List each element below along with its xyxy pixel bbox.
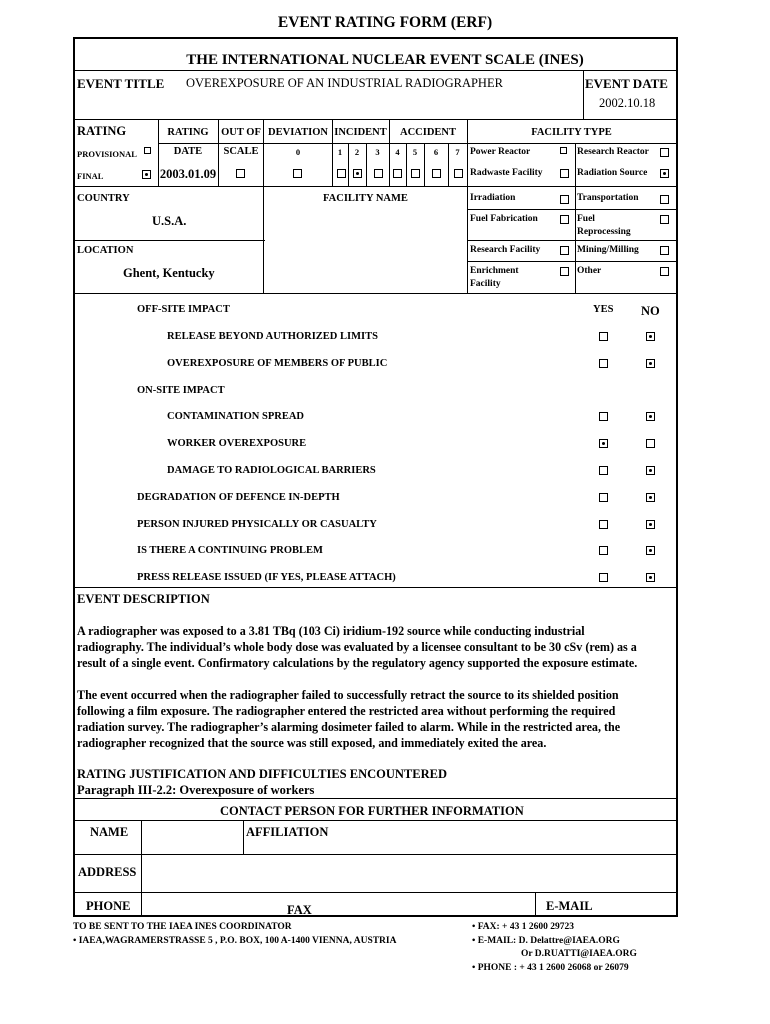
facility-research-facility: Research Facility bbox=[470, 245, 541, 255]
divider bbox=[243, 820, 244, 854]
impact-public-overexposure-yes[interactable] bbox=[599, 359, 608, 368]
deviation-header: DEVIATION bbox=[268, 127, 328, 138]
email-label: E-MAIL bbox=[546, 899, 593, 913]
event-date-value: 2002.10.18 bbox=[599, 96, 656, 110]
final-label: FINAL bbox=[77, 171, 104, 181]
facility-fuel-fabrication-checkbox[interactable] bbox=[560, 215, 569, 224]
impact-press-release: PRESS RELEASE ISSUED (IF YES, PLEASE ATTACH) bbox=[137, 572, 396, 583]
event-title-value: OVEREXPOSURE OF AN INDUSTRIAL RADIOGRAPHER bbox=[186, 76, 503, 90]
facility-fuel-fabrication: Fuel Fabrication bbox=[470, 214, 538, 224]
impact-press-release-yes[interactable] bbox=[599, 573, 608, 582]
affiliation-label: AFFILIATION bbox=[246, 825, 329, 839]
date-col-header: DATE bbox=[173, 146, 203, 157]
impact-defence-degradation-no[interactable] bbox=[646, 493, 655, 502]
description-line: radiation survey. The radiographer’s alarming dosimeter failed to alarm. While in the restricted area, the bbox=[77, 720, 621, 734]
impact-person-injured-yes[interactable] bbox=[599, 520, 608, 529]
facility-fuel-reprocessing: Fuel bbox=[577, 214, 595, 224]
facility-research-reactor: Research Reactor bbox=[577, 147, 649, 157]
divider bbox=[75, 798, 676, 799]
facility-radiation-source-checkbox[interactable] bbox=[660, 169, 669, 178]
facility-irradiation-checkbox[interactable] bbox=[560, 195, 569, 204]
facility-fuel-reprocessing-checkbox[interactable] bbox=[660, 215, 669, 224]
facility-radwaste: Radwaste Facility bbox=[470, 168, 543, 178]
divider bbox=[75, 186, 676, 187]
divider bbox=[75, 820, 676, 821]
level-1-checkbox[interactable] bbox=[337, 169, 346, 178]
level-7-checkbox[interactable] bbox=[454, 169, 463, 178]
divider bbox=[75, 70, 676, 71]
impact-public-overexposure: OVEREXPOSURE OF MEMBERS OF PUBLIC bbox=[167, 358, 388, 369]
facility-power-reactor: Power Reactor bbox=[470, 147, 531, 157]
facility-fuel-reprocessing-2: Reprocessing bbox=[577, 227, 631, 237]
phone-label: PHONE bbox=[86, 899, 131, 913]
event-title-label: EVENT TITLE bbox=[77, 76, 165, 91]
divider bbox=[583, 70, 584, 119]
footer-fax: • FAX: + 43 1 2600 29723 bbox=[472, 922, 574, 932]
facility-enrichment: Enrichment bbox=[470, 266, 519, 276]
divider bbox=[467, 209, 676, 210]
level-4: 4 bbox=[395, 147, 400, 157]
yes-header: YES bbox=[593, 304, 614, 315]
location-value: Ghent, Kentucky bbox=[123, 266, 215, 280]
divider bbox=[75, 892, 676, 893]
form-title: EVENT RATING FORM (ERF) bbox=[277, 14, 493, 31]
fax-label: FAX bbox=[287, 903, 312, 917]
impact-defence-degradation: DEGRADATION OF DEFENCE IN-DEPTH bbox=[137, 492, 340, 503]
rating-col-header: RATING bbox=[167, 127, 209, 138]
name-label: NAME bbox=[90, 825, 129, 839]
facility-power-reactor-checkbox[interactable] bbox=[560, 147, 567, 154]
on-site-impact-label: ON-SITE IMPACT bbox=[137, 385, 225, 396]
divider bbox=[141, 820, 142, 917]
impact-worker-overexposure-yes[interactable] bbox=[599, 439, 608, 448]
off-site-impact-label: OFF-SITE IMPACT bbox=[137, 304, 230, 315]
description-line: A radiographer was exposed to a 3.81 TBq (103 Ci) iridium-192 source while conducting industrial bbox=[77, 624, 585, 638]
level-3: 3 bbox=[375, 147, 380, 157]
impact-release-limits-no[interactable] bbox=[646, 332, 655, 341]
impact-contamination-yes[interactable] bbox=[599, 412, 608, 421]
divider bbox=[75, 587, 676, 588]
level-4-checkbox[interactable] bbox=[393, 169, 402, 178]
facility-type-label: FACILITY TYPE bbox=[531, 127, 612, 138]
level-2: 2 bbox=[354, 147, 360, 157]
impact-continuing-problem-no[interactable] bbox=[646, 546, 655, 555]
impact-contamination: CONTAMINATION SPREAD bbox=[167, 411, 304, 422]
rating-date: 2003.01.09 bbox=[159, 167, 217, 181]
footer-email-2: Or D.RUATTI@IAEA.ORG bbox=[521, 949, 637, 959]
impact-person-injured-no[interactable] bbox=[646, 520, 655, 529]
justification-text: Paragraph III-2.2: Overexposure of workers bbox=[77, 783, 315, 797]
facility-other-checkbox[interactable] bbox=[660, 267, 669, 276]
description-line: radiographer recognized that the source was still exposed, and immediately exited the area. bbox=[77, 736, 547, 750]
facility-research-reactor-checkbox[interactable] bbox=[660, 148, 669, 157]
facility-mining-milling: Mining/Milling bbox=[577, 245, 639, 255]
footer-send-to: TO BE SENT TO THE IAEA INES COORDINATOR bbox=[73, 922, 292, 932]
accident-header: ACCIDENT bbox=[399, 127, 456, 138]
divider bbox=[263, 119, 264, 293]
impact-press-release-no[interactable] bbox=[646, 573, 655, 582]
divider bbox=[75, 240, 265, 241]
event-description-p1 bbox=[77, 623, 673, 671]
out-of-scale-checkbox[interactable] bbox=[236, 169, 245, 178]
impact-public-overexposure-no[interactable] bbox=[646, 359, 655, 368]
level-6-checkbox[interactable] bbox=[432, 169, 441, 178]
level-0-checkbox[interactable] bbox=[293, 169, 302, 178]
divider bbox=[158, 143, 467, 144]
country-value: U.S.A. bbox=[152, 214, 187, 228]
level-2-checkbox[interactable] bbox=[353, 169, 362, 178]
country-label: COUNTRY bbox=[77, 193, 130, 204]
description-line: following a film exposure. The radiographer entered the restricted area without performing the required bbox=[77, 704, 616, 718]
level-5-checkbox[interactable] bbox=[411, 169, 420, 178]
event-date-label: EVENT DATE bbox=[585, 76, 668, 91]
level-5: 5 bbox=[412, 147, 418, 157]
divider bbox=[467, 119, 468, 293]
out-of-scale-header: OUT OF bbox=[221, 127, 261, 138]
facility-mining-milling-checkbox[interactable] bbox=[660, 246, 669, 255]
impact-release-limits-yes[interactable] bbox=[599, 332, 608, 341]
impact-barrier-damage-no[interactable] bbox=[646, 466, 655, 475]
facility-transportation-checkbox[interactable] bbox=[660, 195, 669, 204]
justification-heading: RATING JUSTIFICATION AND DIFFICULTIES ENCOUNTERED bbox=[77, 767, 447, 781]
facility-irradiation: Irradiation bbox=[470, 193, 516, 203]
divider bbox=[75, 119, 676, 120]
scale-title: THE INTERNATIONAL NUCLEAR EVENT SCALE (INES) bbox=[186, 52, 584, 68]
facility-name-label: FACILITY NAME bbox=[323, 193, 408, 204]
contact-heading: CONTACT PERSON FOR FURTHER INFORMATION bbox=[220, 804, 524, 818]
description-line: result of a single event. Confirmatory calculations by the regulatory agency supported the exposure estimate. bbox=[77, 656, 638, 670]
provisional-label: PROVISIONAL bbox=[77, 149, 137, 159]
impact-defence-degradation-yes[interactable] bbox=[599, 493, 608, 502]
out-of-scale-header-2: SCALE bbox=[223, 146, 259, 157]
no-header: NO bbox=[641, 304, 660, 318]
divider bbox=[467, 261, 676, 262]
impact-worker-overexposure-no[interactable] bbox=[646, 439, 655, 448]
divider bbox=[75, 293, 676, 294]
location-label: LOCATION bbox=[77, 245, 134, 256]
facility-radwaste-checkbox[interactable] bbox=[560, 169, 569, 178]
divider bbox=[467, 240, 676, 241]
impact-contamination-no[interactable] bbox=[646, 412, 655, 421]
divider bbox=[535, 892, 536, 917]
impact-worker-overexposure: WORKER OVEREXPOSURE bbox=[167, 438, 307, 449]
final-checkbox[interactable] bbox=[142, 170, 151, 179]
impact-person-injured: PERSON INJURED PHYSICALLY OR CASUALTY bbox=[137, 519, 377, 530]
facility-other: Other bbox=[577, 266, 602, 276]
impact-barrier-damage-yes[interactable] bbox=[599, 466, 608, 475]
facility-enrichment-2: Facility bbox=[470, 279, 501, 289]
description-line: The event occurred when the radiographer failed to successfully retract the source to its shielded position bbox=[77, 688, 619, 702]
facility-transportation: Transportation bbox=[577, 193, 639, 203]
address-label: ADDRESS bbox=[78, 865, 137, 879]
incident-header: INCIDENT bbox=[334, 127, 387, 138]
level-1: 1 bbox=[337, 147, 343, 157]
footer-email: • E-MAIL: D. Delattre@IAEA.ORG bbox=[472, 936, 620, 946]
impact-continuing-problem-yes[interactable] bbox=[599, 546, 608, 555]
impact-continuing-problem: IS THERE A CONTINUING PROBLEM bbox=[137, 545, 323, 556]
divider bbox=[75, 854, 676, 855]
event-description-p2 bbox=[77, 687, 673, 751]
footer-phone: • PHONE : + 43 1 2600 26068 or 26079 bbox=[472, 963, 629, 973]
divider bbox=[575, 143, 576, 293]
impact-release-limits: RELEASE BEYOND AUTHORIZED LIMITS bbox=[167, 331, 378, 342]
impact-barrier-damage: DAMAGE TO RADIOLOGICAL BARRIERS bbox=[167, 465, 376, 476]
facility-research-facility-checkbox[interactable] bbox=[560, 246, 569, 255]
level-7: 7 bbox=[455, 147, 460, 157]
divider bbox=[467, 143, 676, 144]
facility-enrichment-checkbox[interactable] bbox=[560, 267, 569, 276]
rating-label: RATING bbox=[77, 124, 127, 138]
facility-radiation-source: Radiation Source bbox=[577, 168, 648, 178]
footer-address: • IAEA,WAGRAMERSTRASSE 5 , P.O. BOX, 100 A-1400 VIENNA, AUSTRIA bbox=[73, 936, 397, 946]
event-description-heading: EVENT DESCRIPTION bbox=[77, 592, 210, 606]
description-line: radiography. The individual’s whole body dose was evaluated by a licensee consultant to be 30 cSv (rem) as a bbox=[77, 640, 637, 654]
level-3-checkbox[interactable] bbox=[374, 169, 383, 178]
level-6: 6 bbox=[433, 147, 439, 157]
level-0: 0 bbox=[295, 147, 301, 157]
provisional-checkbox[interactable] bbox=[144, 147, 151, 154]
